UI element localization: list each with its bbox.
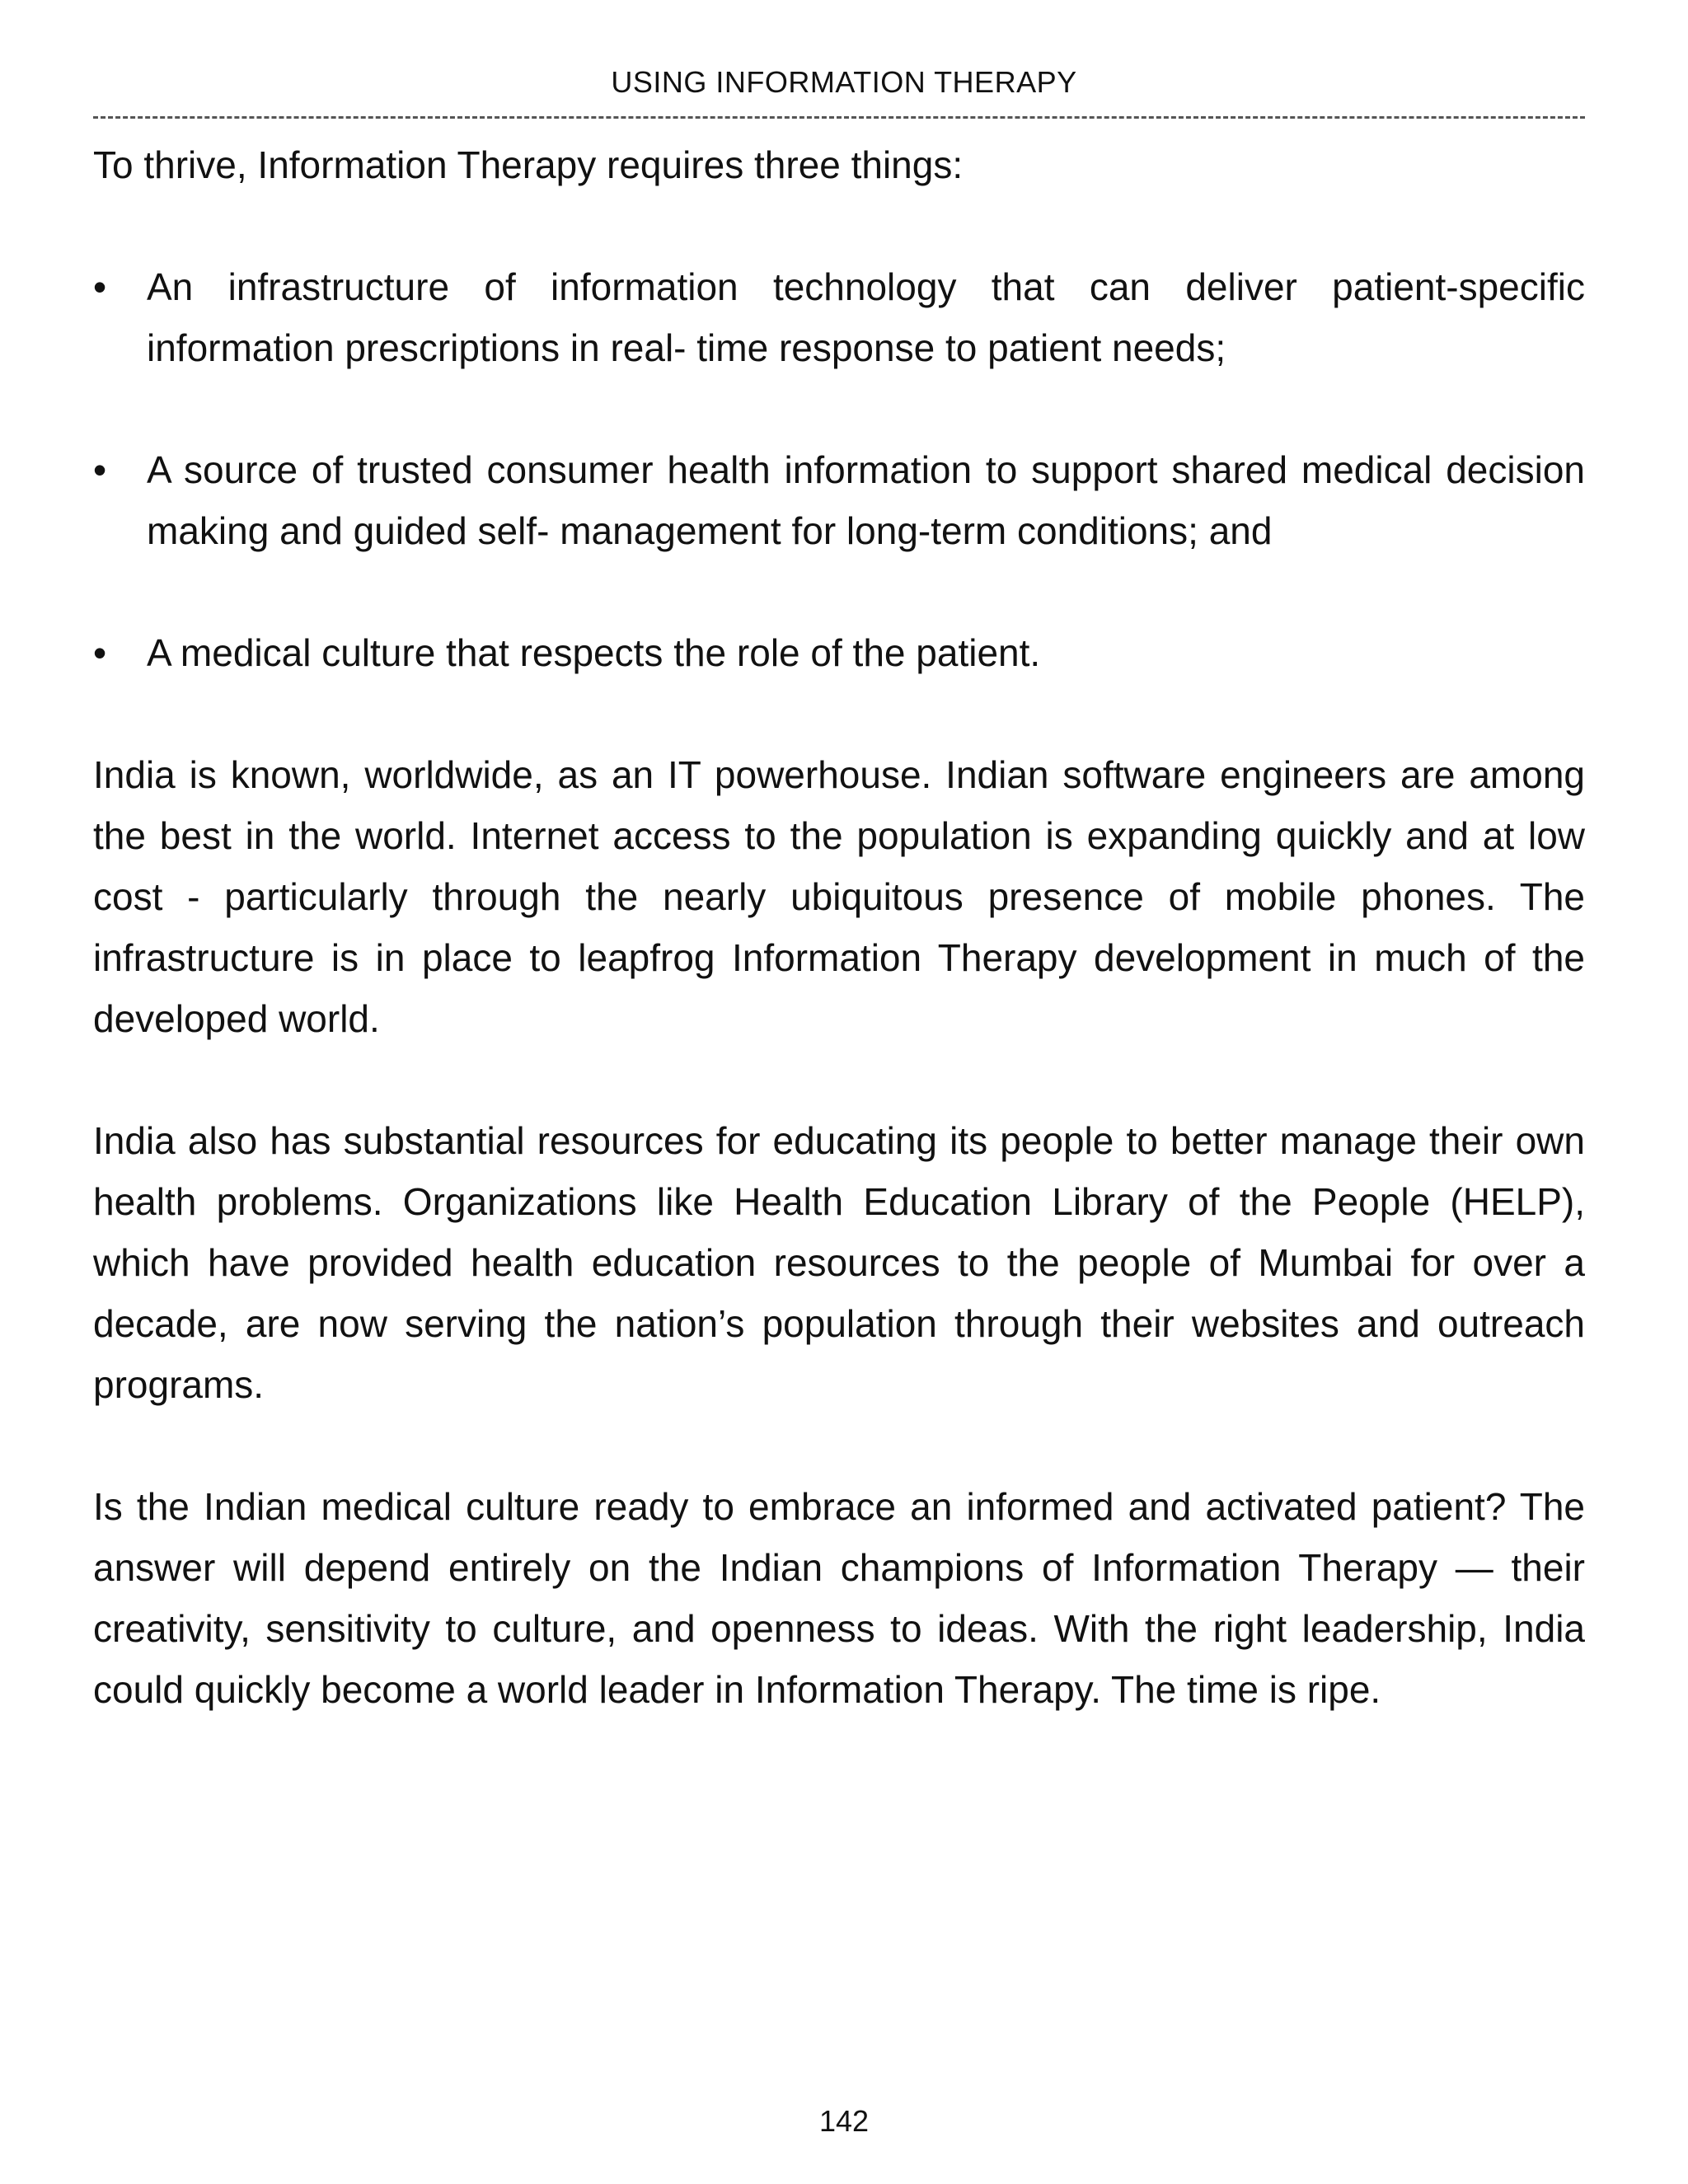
page-number: 142: [818, 2104, 870, 2138]
header-divider: [93, 116, 1585, 119]
paragraph-it-powerhouse: India is known, worldwide, as an IT powerhouse. Indian software engineers are among the best in the world. Internet access to the population is expanding quickly and at low cost - particularly through the nearly ubiquitous presence of mobile phones. The infrastructure is in place to leapfrog Information Therapy development in much of the developed world.: [93, 753, 1585, 1040]
running-header: USING INFORMATION THERAPY: [611, 65, 1077, 99]
requirements-list: [93, 256, 1585, 683]
intro-paragraph: To thrive, Information Therapy requires three things:: [93, 143, 964, 186]
paragraph-medical-culture: Is the Indian medical culture ready to embrace an informed and activated patient? The answer will depend entirely on the Indian champions of Information Therapy — their creativity, sensitivity to culture, and openness to ideas. With the right leadership, India could quickly become a world leader in Information Therapy. The time is ripe.: [93, 1485, 1585, 1711]
list-item: [93, 622, 1585, 683]
list-item-text: A source of trusted consumer health information to support shared medical decision making and guided self- management for long-term conditions; and: [147, 448, 1585, 552]
bullet-icon: •: [93, 448, 107, 491]
bullet-icon: •: [93, 265, 107, 308]
list-item-text: A medical culture that respects the role of the patient.: [147, 631, 1041, 674]
list-item-text: An infrastructure of information technology that can deliver patient-specific information prescriptions in real- time response to patient needs;: [147, 265, 1585, 369]
list-item: [93, 256, 1585, 378]
page-body: [93, 134, 1585, 1781]
list-item: [93, 439, 1585, 561]
paragraph-education-resources: India also has substantial resources for educating its people to better manage their own health problems. Organizations like Health Education Library of the People (HELP), which have provided health education resources to the people of Mumbai for over a decade, are now serving the nation’s population through their websites and outreach programs.: [93, 1119, 1585, 1406]
bullet-icon: •: [93, 631, 107, 674]
